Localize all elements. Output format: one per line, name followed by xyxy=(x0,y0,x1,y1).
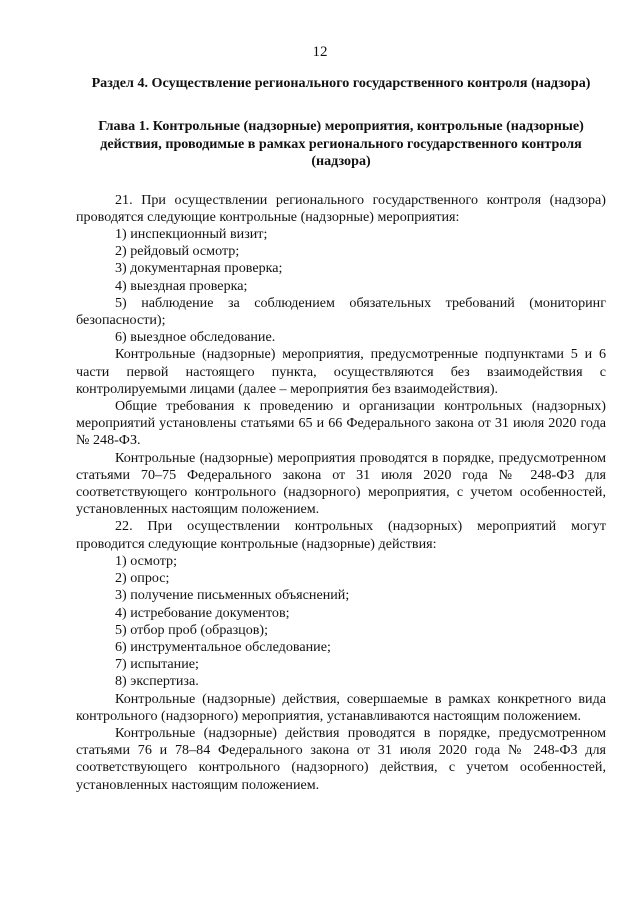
paragraph-22-note-2: Контрольные (надзорные) действия проводятся в порядке, предусмотренном статьями 76 и 78–84 Федерального закона от 31 июля 2020 года № 248-ФЗ для соответствующего контрольного (надзорного) действия, с учетом особенностей, установленных настоящим положением. xyxy=(76,724,606,793)
list-item: 7) испытание; xyxy=(115,656,199,673)
list-item: 1) осмотр; xyxy=(115,552,177,569)
paragraph-22-note-1: Контрольные (надзорные) действия, совершаемые в рамках конкретного вида контрольного (надзорного) мероприятия, устанавливаются настоящим положением. xyxy=(76,690,606,724)
list-item: 5) отбор проб (образцов); xyxy=(115,621,269,638)
list-item: 8) экспертиза. xyxy=(115,673,199,690)
list-item: 4) выездная проверка; xyxy=(115,277,248,294)
section-title: Раздел 4. Осуществление регионального государственного контроля (надзора) xyxy=(91,75,591,91)
paragraph-22-intro: 22. При осуществлении контрольных (надзорных) мероприятий могут проводится следующие контрольные (надзорные) действия: xyxy=(76,518,606,552)
paragraph-21-note-2: Общие требования к проведению и организации контрольных (надзорных) мероприятий установлены статьями 65 и 66 Федерального закона от 31 июля 2020 года № 248-ФЗ. xyxy=(76,398,606,449)
chapter-title: Глава 1. Контрольные (надзорные) мероприятия, контрольные (надзорные) действия, проводимые в рамках регионального государственного контроля (надзора) xyxy=(98,118,584,170)
list-item: 4) истребование документов; xyxy=(115,604,290,621)
paragraph-21-note-1: Контрольные (надзорные) мероприятия, предусмотренные подпунктами 5 и 6 части первой настоящего пункта, осуществляются без взаимодействия с контролируемыми лицами (далее – мероприятия без взаимодействия). xyxy=(76,346,606,397)
paragraph-21-intro: 21. При осуществлении регионального государственного контроля (надзора) проводятся следующие контрольные (надзорные) мероприятия: xyxy=(76,191,606,225)
list-item: 3) получение письменных объяснений; xyxy=(115,587,350,604)
paragraph-21-note-3: Контрольные (надзорные) мероприятия проводятся в порядке, предусмотренном статьями 70–75 Федерального закона от 31 июля 2020 года № 248-ФЗ для соответствующего контрольного (надзорного) мероприятия, с учетом особенностей, установленных настоящим положением. xyxy=(76,449,606,518)
list-item: 2) рейдовый осмотр; xyxy=(115,243,240,260)
list-item: 2) опрос; xyxy=(115,570,170,587)
list-item: 6) выездное обследование. xyxy=(115,329,276,346)
page-number: 12 xyxy=(312,44,328,60)
list-item: 1) инспекционный визит; xyxy=(115,226,268,243)
list-item: 5) наблюдение за соблюдением обязательных требований (мониторинг безопасности); xyxy=(76,294,606,329)
list-item: 3) документарная проверка; xyxy=(115,260,283,277)
list-item: 6) инструментальное обследование; xyxy=(115,638,331,655)
document-body xyxy=(76,75,606,794)
